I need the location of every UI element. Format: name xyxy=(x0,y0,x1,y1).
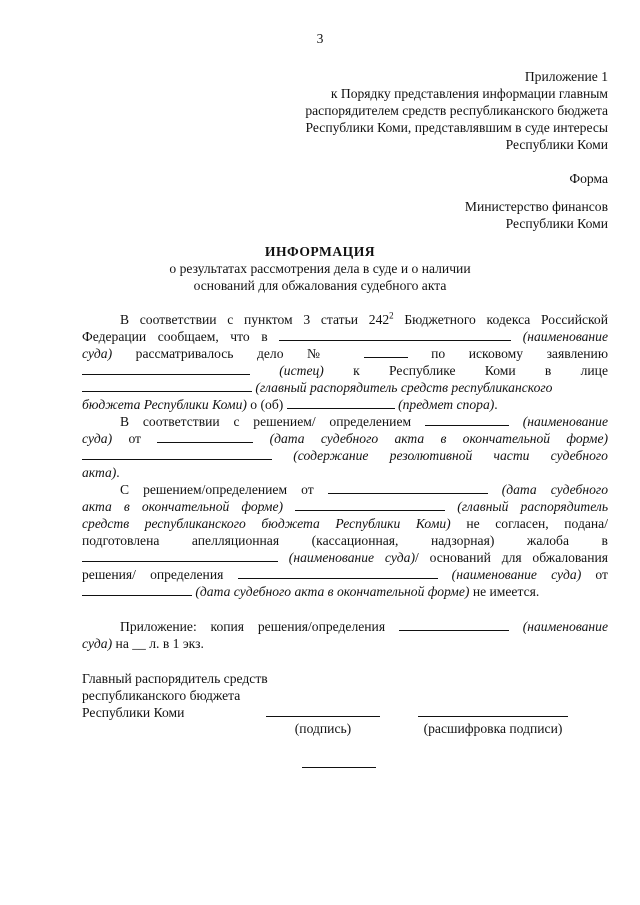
text-fragment: жалоба xyxy=(526,533,569,548)
hint-text: (наименование xyxy=(522,329,609,344)
addressee-line: Министерство финансов xyxy=(464,199,608,214)
text-fragment: не имеется. xyxy=(472,584,540,599)
text-fragment: по xyxy=(431,346,446,361)
text-line xyxy=(82,396,608,413)
signature-label: (подпись) xyxy=(294,721,352,736)
text-fragment: дело xyxy=(256,346,284,361)
text-line xyxy=(82,532,608,549)
text-fragment: от xyxy=(128,431,141,446)
text-line xyxy=(82,362,608,379)
decision-date-blank xyxy=(328,481,488,494)
text-line xyxy=(82,515,608,532)
hint-text: (дата судебного акта в окончательной форме) xyxy=(195,584,470,599)
text-fragment: апелляционная xyxy=(191,533,280,548)
appendix-line: Приложение 1 xyxy=(524,69,608,84)
main-manager-blank xyxy=(82,379,252,392)
text-fragment: о (об) xyxy=(250,397,284,412)
hint-text: средств республиканского бюджета Республики Коми) xyxy=(82,516,451,531)
text-line xyxy=(82,345,608,362)
hint-text: (главный распорядитель средств республиканского xyxy=(255,380,553,395)
text-line xyxy=(82,447,608,464)
court-name-blank xyxy=(279,328,511,341)
text-line xyxy=(82,583,608,600)
court-name-blank xyxy=(82,549,278,562)
text-fragment: от xyxy=(595,567,608,582)
hint-text: (истец) xyxy=(279,363,324,378)
document-subtitle-line: оснований для обжалования судебного акта xyxy=(193,278,447,293)
text-fragment: надзорная) xyxy=(431,533,495,548)
text-fragment: подготовлена xyxy=(82,533,160,548)
hint-text: (дата судебного акта в окончательной форме) xyxy=(269,431,609,446)
signatory-line: республиканского бюджета xyxy=(82,688,241,703)
hint-text: бюджета Республики Коми) xyxy=(82,397,247,412)
hint-text: (главный распорядитель xyxy=(457,499,608,514)
text-fragment: № xyxy=(307,346,341,361)
text-line xyxy=(120,413,608,430)
text-line xyxy=(82,464,608,481)
text-fragment: Приложение: копия решения/определения xyxy=(120,619,386,634)
hint-text: (предмет спора) xyxy=(398,397,495,412)
dispute-subject-blank xyxy=(287,396,395,409)
text-line xyxy=(82,379,608,396)
text-fragment: С решением/определением от xyxy=(120,482,314,497)
text-fragment: В соответствии с пунктом 3 статьи 242 xyxy=(120,312,390,327)
text-fragment: в xyxy=(544,363,552,378)
hint-text: (наименование xyxy=(522,619,608,634)
text-fragment: решения/ определения xyxy=(82,567,224,582)
text-fragment: / оснований для обжалования xyxy=(415,550,609,565)
signatory-line: Главный распорядитель средств xyxy=(82,671,268,686)
hint-text: акта в окончательной форме) xyxy=(82,499,284,514)
text-line xyxy=(120,311,608,328)
court-name-blank xyxy=(238,566,438,579)
signatory-line: Республики Коми xyxy=(82,705,185,720)
text-fragment: исковому xyxy=(468,346,524,361)
appendix-line: Республики Коми xyxy=(505,137,608,152)
resolution-blank xyxy=(82,447,272,460)
hint-text: (содержание резолютивной части судебного xyxy=(293,448,608,463)
text-line xyxy=(82,635,608,652)
text-fragment: Коми xyxy=(484,363,516,378)
appendix-line: распорядителем средств республиканского бюджета xyxy=(305,103,608,118)
decision-date-blank xyxy=(157,430,253,443)
plaintiff-blank xyxy=(82,362,250,375)
form-label: Форма xyxy=(569,171,608,186)
footnote-separator xyxy=(302,767,376,768)
appendix-line: к Порядку представления информации главным xyxy=(330,86,608,101)
text-fragment: Федерации сообщаем, что в xyxy=(82,329,268,344)
superscript: 2 xyxy=(389,310,394,321)
court-name-blank xyxy=(399,618,509,631)
text-line xyxy=(82,566,608,583)
hint-text: (наименование суда) xyxy=(451,567,582,582)
case-number-blank xyxy=(364,345,408,358)
hint-text: суда) xyxy=(82,636,113,651)
decision-date-blank xyxy=(82,583,192,596)
text-line xyxy=(82,549,608,566)
hint-text: (наименование xyxy=(522,414,608,429)
text-fragment: . xyxy=(116,465,120,480)
text-fragment: не согласен, подана/ xyxy=(466,516,608,531)
addressee-line: Республики Коми xyxy=(505,216,608,231)
text-line xyxy=(82,430,608,447)
decode-line xyxy=(418,716,568,717)
hint-text: акта) xyxy=(82,465,117,480)
decode-label: (расшифровка подписи) xyxy=(423,721,563,736)
text-fragment: (кассационная, xyxy=(311,533,399,548)
signature-line xyxy=(266,716,380,717)
hint-text: суда) xyxy=(82,431,113,446)
document-subtitle-line: о результатах рассмотрения дела в суде и о наличии xyxy=(169,261,471,276)
text-fragment: лице xyxy=(580,363,608,378)
text-line xyxy=(120,481,608,498)
text-fragment: в xyxy=(601,533,608,548)
text-line xyxy=(120,618,608,635)
document-title: ИНФОРМАЦИЯ xyxy=(264,244,376,259)
text-fragment: Бюджетного кодекса Российской xyxy=(404,312,608,327)
text-fragment: В соответствии с решением/ определением xyxy=(120,414,412,429)
text-fragment: к xyxy=(353,363,360,378)
hint-text: (дата судебного xyxy=(501,482,609,497)
text-fragment: заявлению xyxy=(546,346,608,361)
appendix-line: Республики Коми, представлявшим в суде интересы xyxy=(305,120,608,135)
text-line xyxy=(82,498,608,515)
page-number: 3 xyxy=(316,31,324,46)
text-fragment: рассматривалось xyxy=(135,346,234,361)
text-fragment: . xyxy=(494,397,498,412)
text-fragment: на __ л. в 1 экз. xyxy=(115,636,204,651)
hint-text: (наименование суда) xyxy=(288,550,416,565)
court-name-blank xyxy=(425,413,509,426)
text-line xyxy=(82,328,608,345)
hint-text: суда) xyxy=(82,346,113,361)
main-manager-blank xyxy=(295,498,445,511)
text-fragment: Республике xyxy=(388,363,456,378)
